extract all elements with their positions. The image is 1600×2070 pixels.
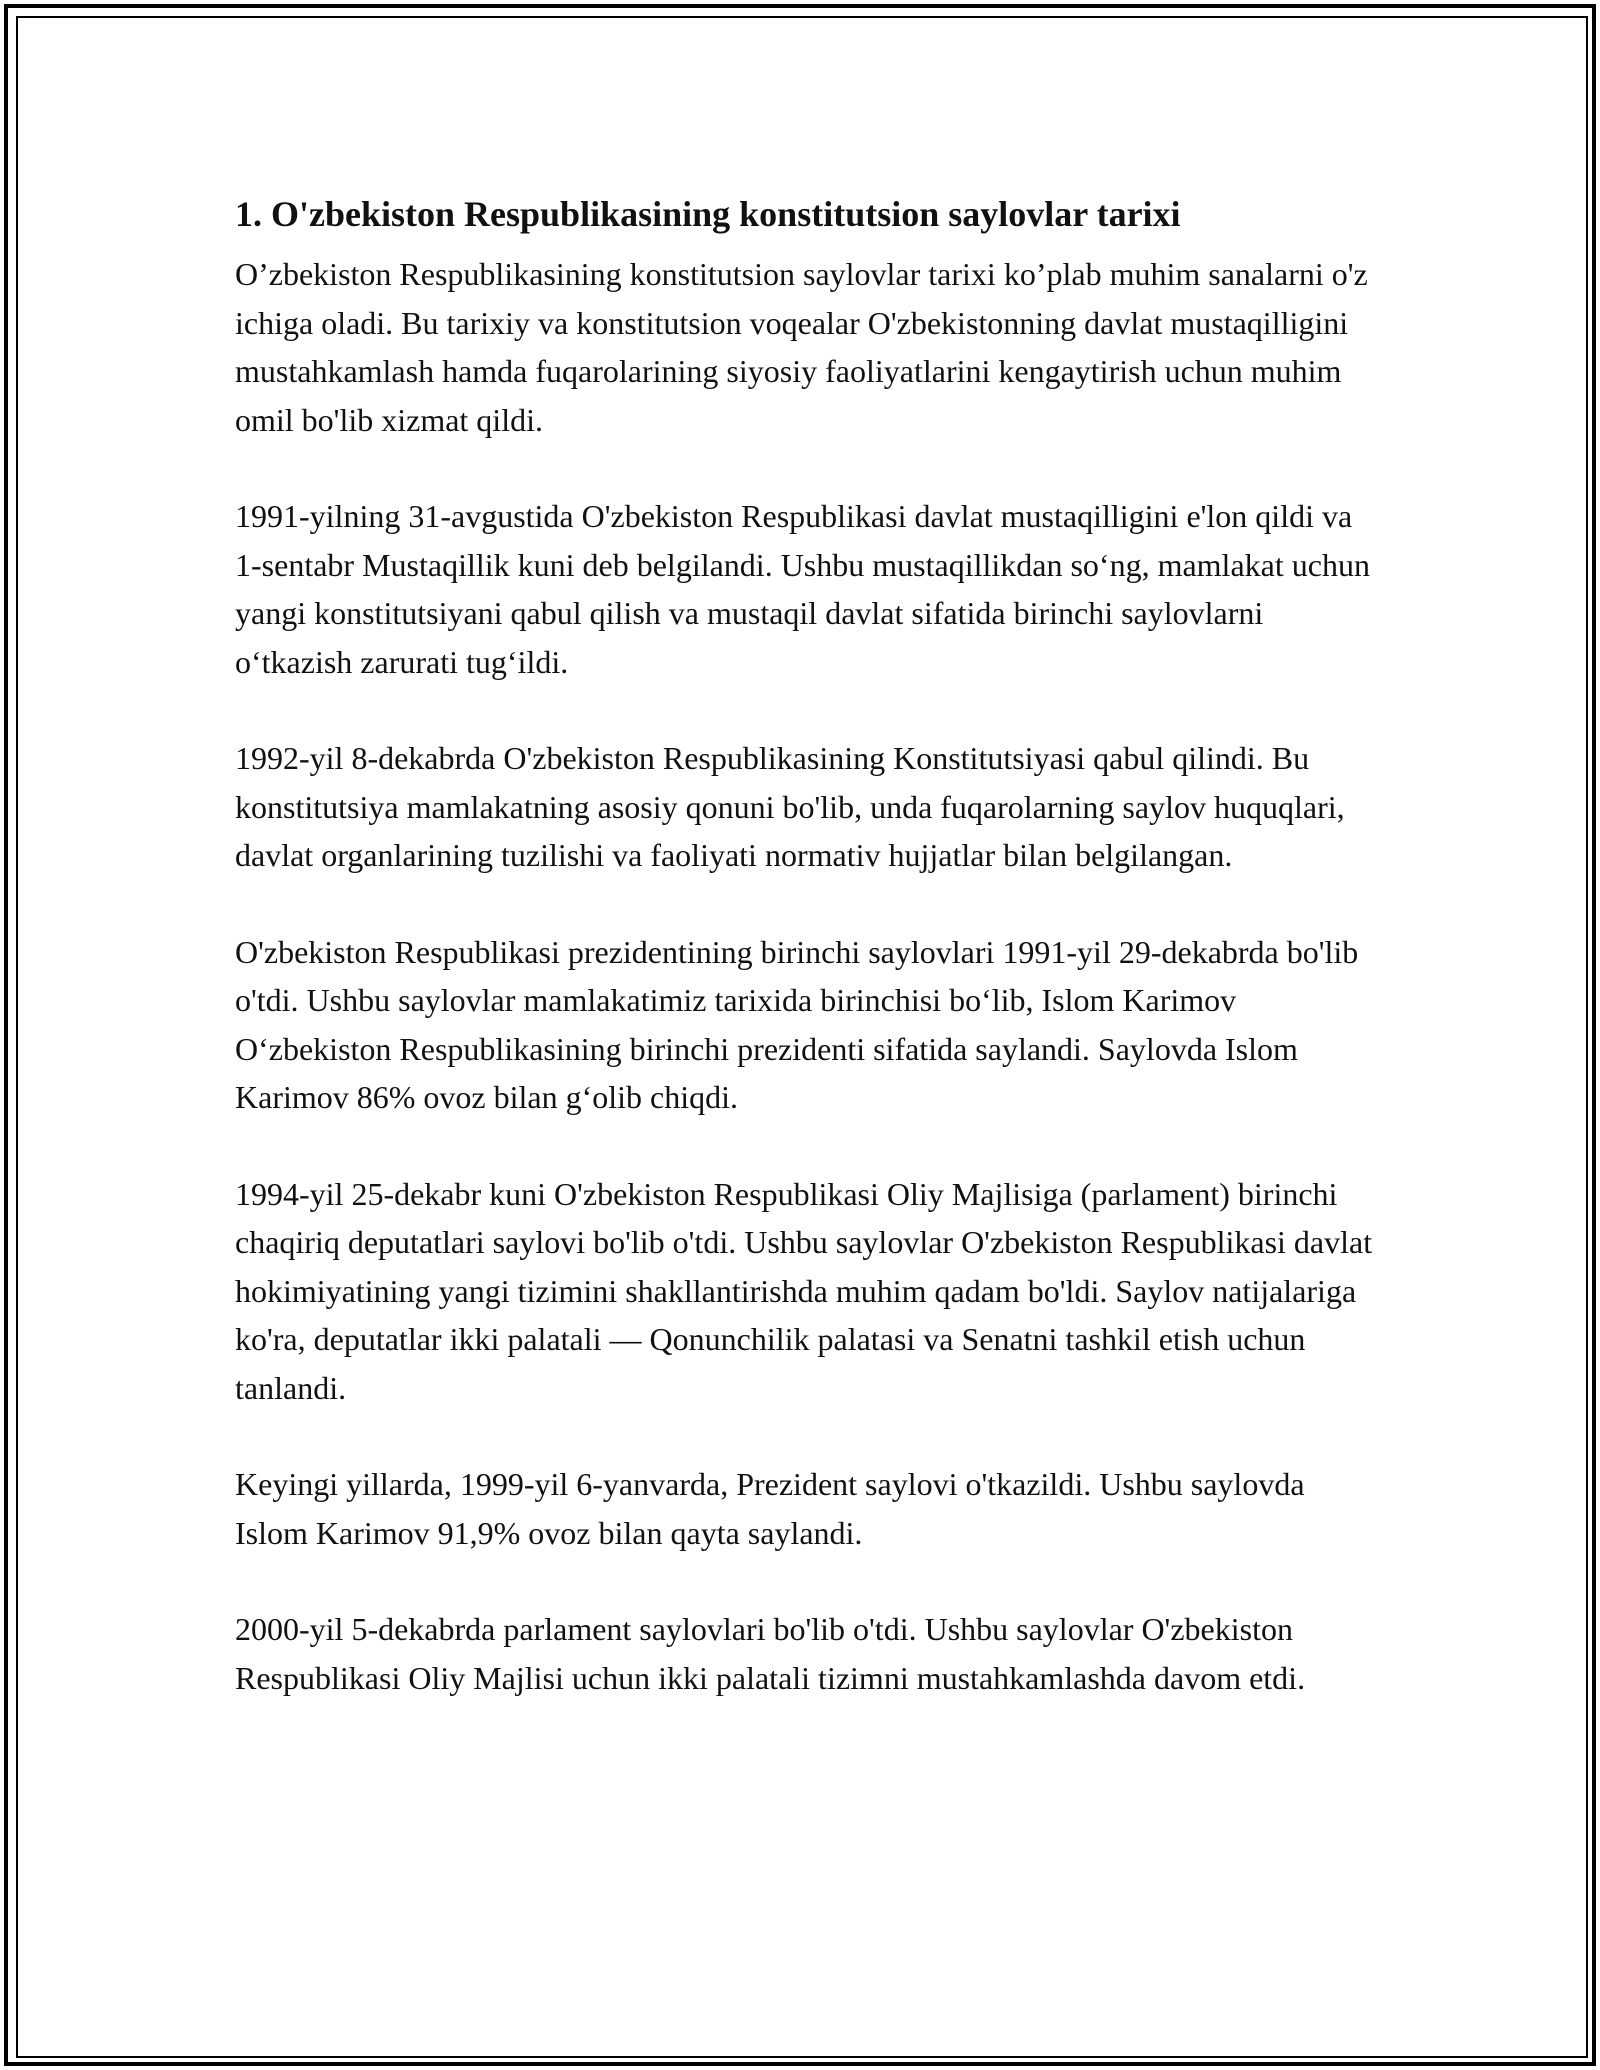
paragraph-constitution-1992: 1992-yil 8-dekabrda O'zbekiston Respublikasining Konstitutsiyasi qabul qilindi. Bu konstitutsiya mamlakatning asosiy qonuni bo'lib, unda fuqarolarning saylov huquqlari, davlat organlarining tuzilishi va faoliyati normativ hujjatlar bilan belgilangan.	[235, 740, 1345, 873]
paragraph-presidential-election-1999: Keyingi yillarda, 1999-yil 6-yanvarda, Prezident saylovi o'tkazildi. Ushbu saylovda Islom Karimov 91,9% ovoz bilan qayta saylandi.	[235, 1466, 1305, 1551]
paragraph-independence-1991: 1991-yilning 31-avgustida O'zbekiston Respublikasi davlat mustaqilligini e'lon qildi va 1-sentabr Mustaqillik kuni deb belgilandi. Ushbu mustaqillikdan so‘ng, mamlakat uchun yangi konstitutsiyani qabul qilish va mustaqil davlat sifatida birinchi saylovlarni o‘tkazish zarurati tug‘ildi.	[235, 498, 1370, 680]
paragraph-parliament-election-1994: 1994-yil 25-dekabr kuni O'zbekiston Respublikasi Oliy Majlisiga (parlament) birinchi chaqiriq deputatlari saylovi bo'lib o'tdi. Ushbu saylovlar O'zbekiston Respublikasi davlat hokimiyatining yangi tizimini shakllantirishda muhim qadam bo'ldi. Saylov natijalariga ko'ra, deputatlar ikki palatali — Qonunchilik palatasi va Senatni tashkil etish uchun tanlandi.	[235, 1175, 1373, 1406]
paragraph-presidential-election-1991: O'zbekiston Respublikasi prezidentining birinchi saylovlari 1991-yil 29-dekabrda bo'lib o'tdi. Ushbu saylovlar mamlakatimiz tarixida birinchisi bo‘lib, Islom Karimov O‘zbekiston Respublikasining birinchi prezidenti sifatida saylandi. Saylovda Islom Karimov 86% ovoz bilan g‘olib chiqdi.	[235, 933, 1359, 1115]
paragraph-intro: O’zbekiston Respublikasining konstitutsion saylovlar tarixi ko’plab muhim sanalarni o'z ichiga oladi. Bu tarixiy va konstitutsion voqealar O'zbekistonning davlat mustaqilligini mustahkamlash hamda fuqarolarining siyosiy faoliyatlarini kengaytirish uchun muhim omil bo'lib xizmat qildi.	[235, 256, 1368, 438]
section-heading: 1. O'zbekiston Respublikasining konstitutsion saylovlar tarixi	[235, 194, 1181, 234]
paragraph-parliament-election-2000: 2000-yil 5-dekabrda parlament saylovlari bo'lib o'tdi. Ushbu saylovlar O'zbekiston Respublikasi Oliy Majlisi uchun ikki palatali tizimni mustahkamlashda davom etdi.	[235, 1611, 1306, 1696]
document-body	[235, 190, 1375, 1702]
